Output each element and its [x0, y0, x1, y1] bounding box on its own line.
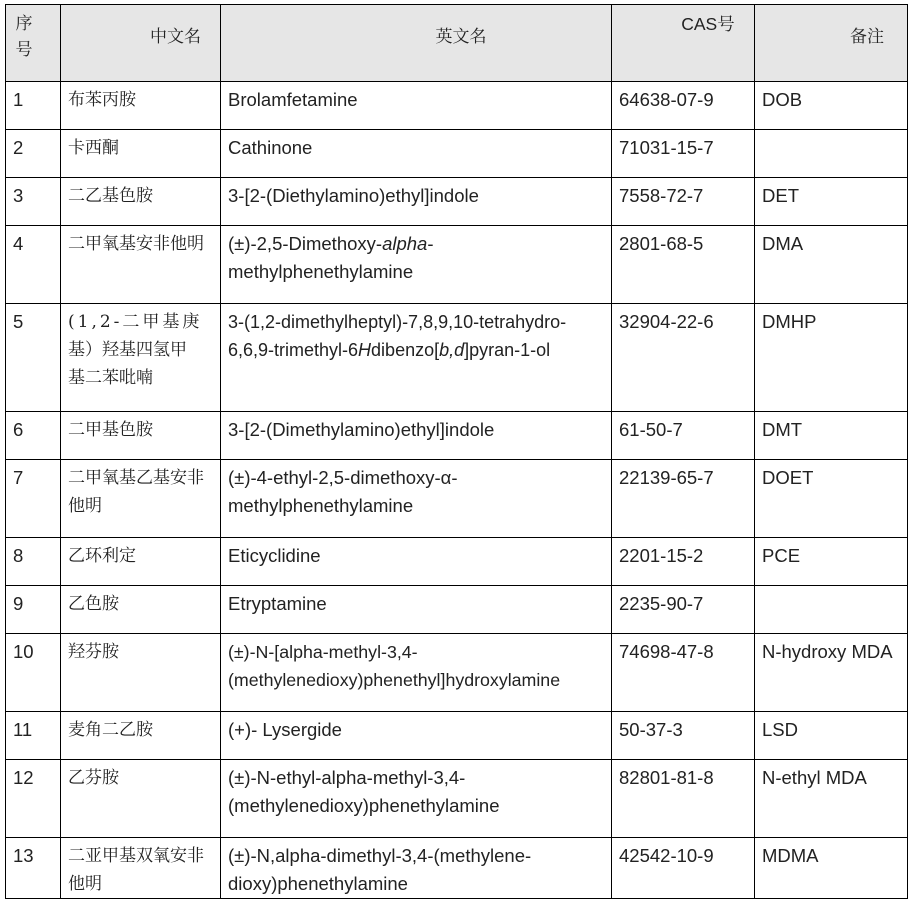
header-note: 备注: [755, 5, 908, 82]
cell-seq: 10: [6, 634, 61, 712]
cell-seq: 12: [6, 760, 61, 838]
english-name-part: -methylphenethylamine: [228, 233, 434, 282]
cell-cas: 82801-81-8: [612, 760, 755, 838]
header-chinese-name: 中文名: [61, 5, 221, 82]
cell-cas: 2235-90-7: [612, 586, 755, 634]
cell-note: [755, 586, 908, 634]
cell-seq: 3: [6, 178, 61, 226]
cell-note: DMT: [755, 412, 908, 460]
cell-seq: 13: [6, 838, 61, 899]
table-row: [6, 712, 908, 760]
table-row: [6, 838, 908, 899]
cell-cas: 74698-47-8: [612, 634, 755, 712]
cell-chinese-name: 乙色胺: [61, 586, 221, 634]
cell-cas: 42542-10-9: [612, 838, 755, 899]
english-name-part: ]pyran-1-ol: [464, 340, 551, 360]
cell-english-name: [221, 226, 612, 304]
cell-chinese-name: 二甲氧基安非他明: [61, 226, 221, 304]
table-row: [6, 226, 908, 304]
cell-seq: 4: [6, 226, 61, 304]
table-row: [6, 82, 908, 130]
cell-english-name: Cathinone: [221, 130, 612, 178]
table-row: [6, 304, 908, 412]
chinese-name-line: (1,2-二甲基庚: [68, 312, 203, 332]
cell-seq: 9: [6, 586, 61, 634]
cell-cas: 61-50-7: [612, 412, 755, 460]
cell-chinese-name: 二甲氧基乙基安非他明: [61, 460, 221, 538]
cell-cas: 7558-72-7: [612, 178, 755, 226]
cell-note: DOB: [755, 82, 908, 130]
cell-english-name: (±)-4-ethyl-2,5-dimethoxy-α-methylphenethylamine: [221, 460, 612, 538]
header-cas: CAS号: [612, 5, 755, 82]
cell-english-name: [221, 304, 612, 412]
cell-note: DET: [755, 178, 908, 226]
cell-english-name: (±)-N-ethyl-alpha-methyl-3,4-(methylenedioxy)phenethylamine: [221, 760, 612, 838]
cell-english-name: Brolamfetamine: [221, 82, 612, 130]
chinese-name-line: 基）羟基四氢甲: [68, 340, 187, 360]
cell-note: DMHP: [755, 304, 908, 412]
english-name-part: (±)-2,5-Dimethoxy-: [228, 233, 383, 254]
cell-cas: 2801-68-5: [612, 226, 755, 304]
table-row: [6, 634, 908, 712]
cell-chinese-name: 二甲基色胺: [61, 412, 221, 460]
cell-chinese-name: 羟芬胺: [61, 634, 221, 712]
cell-note: N-hydroxy MDA: [755, 634, 908, 712]
cell-chinese-name: [61, 304, 221, 412]
cell-cas: 50-37-3: [612, 712, 755, 760]
table-row: [6, 586, 908, 634]
table-row: [6, 412, 908, 460]
cell-cas: 64638-07-9: [612, 82, 755, 130]
table-row: [6, 760, 908, 838]
cell-chinese-name: 卡西酮: [61, 130, 221, 178]
cell-english-name: (±)-N,alpha-dimethyl-3,4-(methylene-dioxy)phenethylamine: [221, 838, 612, 899]
english-name-italic: b,d: [439, 340, 465, 360]
cell-note: N-ethyl MDA: [755, 760, 908, 838]
header-row: [6, 5, 908, 82]
english-name-part: 3-(1,2-dimethylheptyl)-7,8,9,10-tetrahydro-6,6,9-trimethyl-6: [228, 312, 567, 360]
header-seq: 序号: [6, 5, 61, 82]
cell-seq: 6: [6, 412, 61, 460]
table-row: [6, 178, 908, 226]
cell-note: LSD: [755, 712, 908, 760]
cell-note: PCE: [755, 538, 908, 586]
cell-cas: 2201-15-2: [612, 538, 755, 586]
substance-table: [5, 4, 908, 899]
english-name-italic: alpha: [382, 233, 428, 254]
cell-cas: 32904-22-6: [612, 304, 755, 412]
cell-chinese-name: 二乙基色胺: [61, 178, 221, 226]
table-row: [6, 538, 908, 586]
cell-seq: 1: [6, 82, 61, 130]
cell-seq: 7: [6, 460, 61, 538]
cell-cas: 71031-15-7: [612, 130, 755, 178]
table-row: [6, 460, 908, 538]
cell-note: MDMA: [755, 838, 908, 899]
cell-english-name: (±)-N-[alpha-methyl-3,4-(methylenedioxy)phenethyl]hydroxylamine: [221, 634, 612, 712]
cell-seq: 2: [6, 130, 61, 178]
cell-seq: 11: [6, 712, 61, 760]
header-english-name: 英文名: [221, 5, 612, 82]
english-name-part: dibenzo[: [371, 340, 440, 360]
cell-chinese-name: 麦角二乙胺: [61, 712, 221, 760]
cell-chinese-name: 布苯丙胺: [61, 82, 221, 130]
cell-note: [755, 130, 908, 178]
chinese-name-line: 基二苯吡喃: [68, 368, 153, 388]
cell-chinese-name: 二亚甲基双氧安非他明: [61, 838, 221, 899]
cell-chinese-name: 乙环利定: [61, 538, 221, 586]
cell-english-name: 3-[2-(Diethylamino)ethyl]indole: [221, 178, 612, 226]
cell-cas: 22139-65-7: [612, 460, 755, 538]
cell-english-name: (+)- Lysergide: [221, 712, 612, 760]
cell-seq: 8: [6, 538, 61, 586]
cell-english-name: Etryptamine: [221, 586, 612, 634]
table-row: [6, 130, 908, 178]
cell-note: DOET: [755, 460, 908, 538]
cell-seq: 5: [6, 304, 61, 412]
cell-note: DMA: [755, 226, 908, 304]
cell-english-name: 3-[2-(Dimethylamino)ethyl]indole: [221, 412, 612, 460]
cell-english-name: Eticyclidine: [221, 538, 612, 586]
english-name-italic: H: [358, 340, 372, 360]
cell-chinese-name: 乙芬胺: [61, 760, 221, 838]
